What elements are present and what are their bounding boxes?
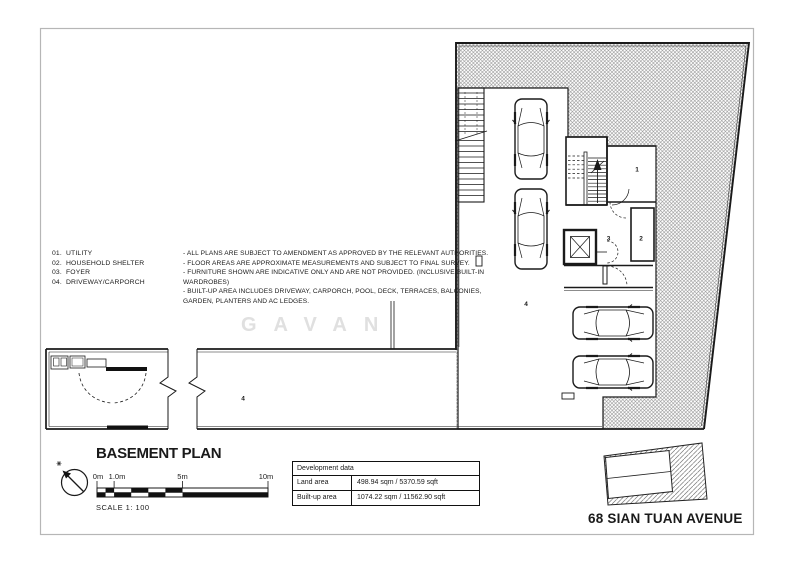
scale-tick-10m: 10m xyxy=(258,472,274,481)
table-header: Development data xyxy=(293,462,479,476)
key-plan xyxy=(604,443,707,505)
north-arrow-icon xyxy=(57,461,88,496)
general-notes xyxy=(183,249,488,306)
note-line: - FURNITURE SHOWN ARE INDICATIVE ONLY AND ARE NOT PROVIDED. (INCLUSIVE BUILT-IN xyxy=(183,269,485,276)
plan-title: BASEMENT PLAN xyxy=(96,445,222,462)
note-line: GARDEN, PLANTERS AND AC LEDGES. xyxy=(183,297,310,305)
row-label: Land area xyxy=(293,476,352,490)
label-household-shelter: 2 xyxy=(639,235,643,243)
legend-item: 04. DRIVEWAY/CARPORCH xyxy=(52,278,145,286)
scale-tick-0m: 0m xyxy=(92,472,104,481)
label-foyer: 3 xyxy=(606,235,611,243)
scale-bar xyxy=(93,472,274,497)
break-line-left xyxy=(160,349,176,429)
legend-item: 01. UTILITY xyxy=(52,250,93,257)
legend-item: 03. FOYER xyxy=(52,269,91,276)
label-utility: 1 xyxy=(635,166,639,174)
scale-note: SCALE 1: 100 xyxy=(96,503,150,512)
scale-tick-1m: 1.0m xyxy=(108,472,126,481)
table-row xyxy=(293,476,479,491)
scale-bar-labels xyxy=(93,472,274,481)
development-data-table xyxy=(292,461,480,506)
break-line-right xyxy=(189,349,205,429)
watermark-word1: GAVAN xyxy=(241,314,396,336)
legend-item: 02. HOUSEHOLD SHELTER xyxy=(52,259,145,267)
scale-tick-5m: 5m xyxy=(177,472,188,481)
driveway-garage xyxy=(46,349,168,429)
note-line: WARDROBES) xyxy=(183,278,230,286)
note-line: - BUILT-UP AREA INCLUDES DRIVEWAY, CARPORCH, POOL, DECK, TERRACES, BALCONIES, xyxy=(183,288,482,295)
table-row xyxy=(293,491,479,505)
label-carporch: 4 xyxy=(524,301,528,308)
row-label: Built-up area xyxy=(293,491,352,505)
site-plan xyxy=(197,43,749,429)
note-line: - FLOOR AREAS ARE APPROXIMATE MEASUREMENTS AND SUBJECT TO FINAL SURVEY. xyxy=(183,259,470,267)
driveway-corridor xyxy=(160,349,456,429)
project-title: 68 SIAN TUAN AVENUE xyxy=(588,511,743,526)
label-driveway: 4 xyxy=(241,395,245,403)
row-value: 498.94 sqm / 5370.59 sqft xyxy=(357,479,438,486)
row-value: 1074.22 sqm / 11562.90 sqft xyxy=(357,494,446,501)
room-legend xyxy=(52,249,145,287)
note-line: - ALL PLANS ARE SUBJECT TO AMENDMENT AS APPROVED BY THE RELEVANT AUTHORITIES. xyxy=(183,250,489,257)
